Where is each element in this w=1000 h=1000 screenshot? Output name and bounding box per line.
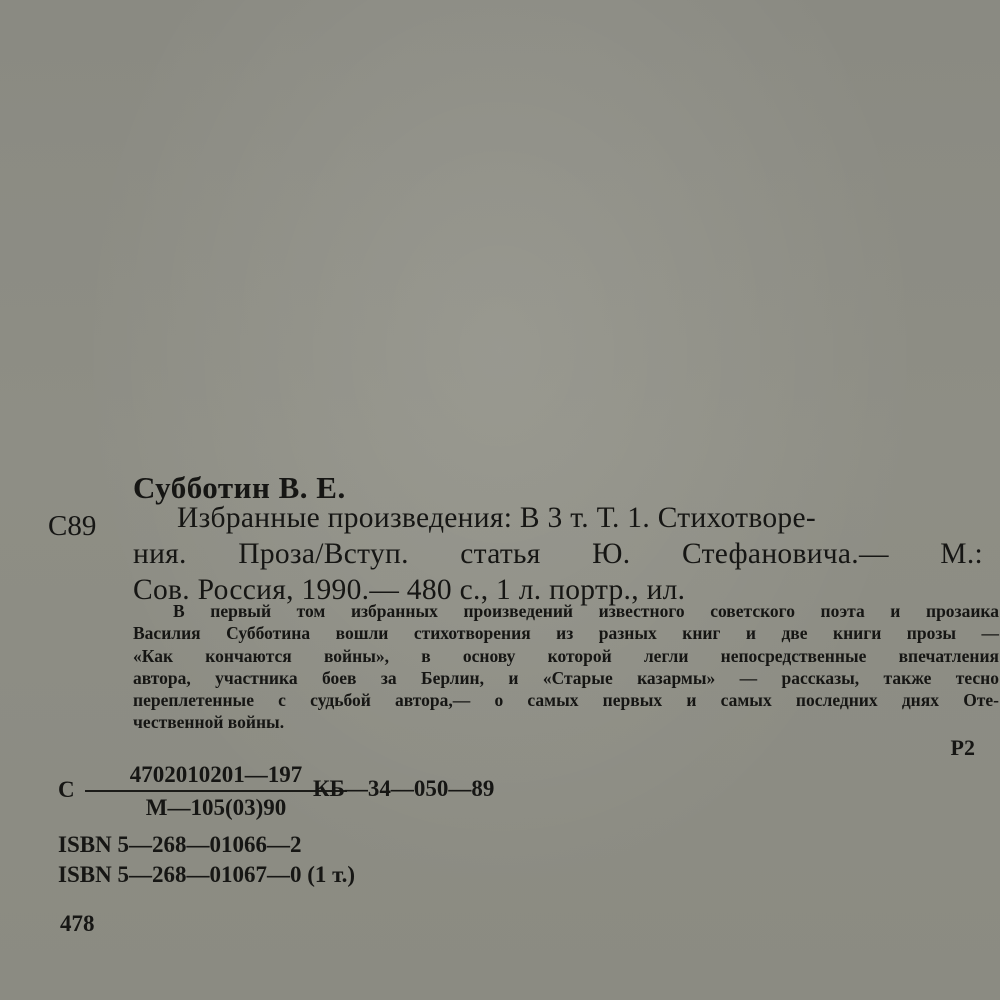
index-fraction [85,762,347,821]
annotation-line: «Как кончаются войны», в основу которой легли непосредственные впечатления [133,645,999,666]
kb-code: КБ—34—050—89 [313,776,495,801]
annotation-line: автора, участника боев за Берлин, и «Старые казармы» — рассказы, также тесно [133,667,999,688]
annotation-line: В первый том избранных произведений известного советского поэта и прозаика [173,601,999,621]
author-heading: Субботин В. Е. [133,470,346,505]
classification-code: Р2 [950,735,975,760]
isbn-line: ISBN 5—268—01066—2 [58,832,302,857]
annotation [133,600,999,734]
index-numerator: 4702010201—197 [129,762,303,787]
call-number: С89 [48,510,97,542]
description-line: Сов. Россия, 1990.— 480 с., 1 л. портр., ил. [133,574,686,606]
annotation-line: Василия Субботина вошли стихотворения из разных книг и две книги прозы — [133,623,999,644]
isbn-list [58,830,355,890]
fraction-bar [85,790,347,792]
index-denominator: М—105(03)90 [145,795,287,820]
annotation-line: переплетенные с судьбой автора,— о самых первых и самых последних днях Оте- [133,690,999,711]
description-line: ния. Проза/Вступ. статья Ю. Стефановича.— М.: [133,538,983,570]
annotation-line: чественной войны. [133,712,285,733]
bibliographic-description [133,500,983,608]
isbn-line: ISBN 5—268—01067—0 (1 т.) [58,862,356,887]
description-line: Избранные произведения: В 3 т. Т. 1. Стихотворе- [177,502,816,534]
index-letter: С [58,777,75,802]
page-number: 478 [60,911,95,936]
